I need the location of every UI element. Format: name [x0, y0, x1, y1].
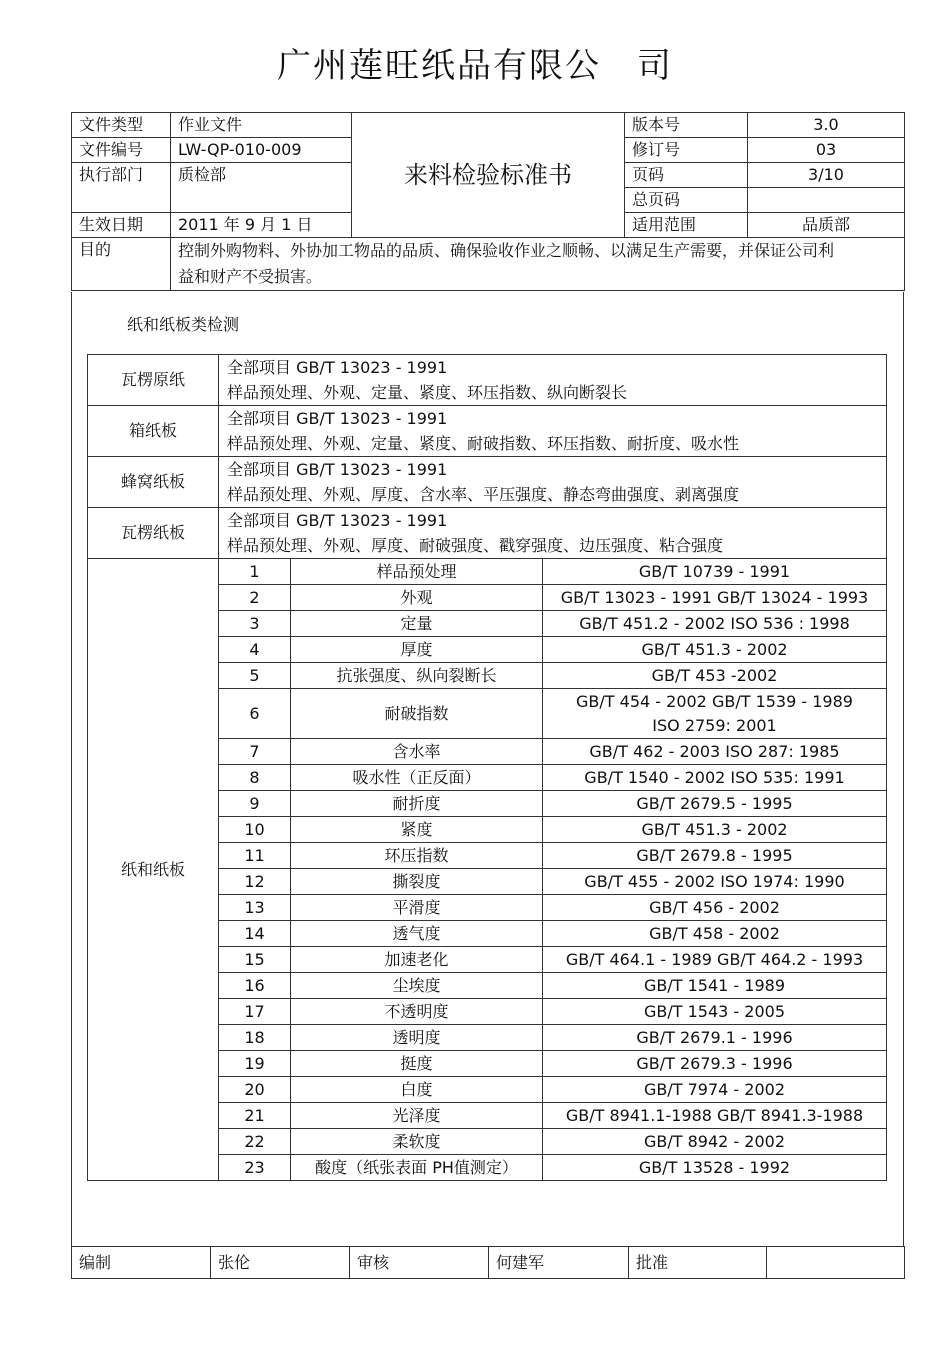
- item-number: 3: [219, 611, 291, 637]
- item-number: 23: [219, 1155, 291, 1181]
- item-name: 撕裂度: [291, 869, 543, 895]
- item-name: 耐破指数: [291, 689, 543, 739]
- item-standard-line: GB/T 454 - 2002 GB/T 1539 - 1989: [576, 691, 853, 711]
- doc-no-label: 文件编号: [72, 138, 171, 163]
- item-name: 抗张强度、纵向裂断长: [291, 663, 543, 689]
- item-name: 光泽度: [291, 1103, 543, 1129]
- item-standard-line: GB/T 453 -2002: [651, 666, 778, 685]
- item-standard: [543, 689, 887, 739]
- item-number: 17: [219, 999, 291, 1025]
- item-name: 白度: [291, 1077, 543, 1103]
- item-standard: [543, 1103, 887, 1129]
- category-test-items: 样品预处理、外观、厚度、含水率、平压强度、静态弯曲强度、剥离强度: [227, 485, 740, 504]
- item-name: 挺度: [291, 1051, 543, 1077]
- item-standard-line: GB/T 8942 - 2002: [643, 1132, 785, 1151]
- total-pages-value: [748, 188, 905, 213]
- item-name: 尘埃度: [291, 973, 543, 999]
- item-standard: [543, 1025, 887, 1051]
- item-standard: [543, 611, 887, 637]
- category-row: [88, 508, 887, 559]
- item-standard: [543, 973, 887, 999]
- dept-label: 执行部门: [72, 163, 171, 213]
- item-standard: [543, 1155, 887, 1181]
- item-standard: [543, 1077, 887, 1103]
- item-name: 样品预处理: [291, 559, 543, 585]
- item-number: 15: [219, 947, 291, 973]
- item-standard: [543, 947, 887, 973]
- prepared-by-label: 编制: [72, 1247, 211, 1279]
- scope-label: 适用范围: [625, 213, 748, 238]
- document-header-table: [71, 112, 905, 291]
- item-number: 4: [219, 637, 291, 663]
- item-number: 8: [219, 765, 291, 791]
- item-number: 19: [219, 1051, 291, 1077]
- item-name: 加速老化: [291, 947, 543, 973]
- approval-table: [71, 1246, 905, 1279]
- item-name: 含水率: [291, 739, 543, 765]
- item-standard-line: GB/T 8941.1-1988 GB/T 8941.3-1988: [565, 1106, 864, 1125]
- page-label: 页码: [625, 163, 748, 188]
- effective-date-value: 2011 年 9 月 1 日: [171, 213, 352, 238]
- item-standard-line: GB/T 451.2 - 2002 ISO 536 : 1998: [579, 614, 850, 633]
- item-standard: [543, 637, 887, 663]
- item-number: 9: [219, 791, 291, 817]
- item-number: 12: [219, 869, 291, 895]
- category-test-items: 样品预处理、外观、定量、紧度、耐破指数、环压指数、耐折度、吸水性: [227, 434, 740, 453]
- item-standard-line: GB/T 13528 - 1992: [638, 1158, 791, 1177]
- category-standard: [219, 508, 887, 559]
- inspection-standards-table: [87, 354, 887, 1181]
- effective-date-label: 生效日期: [72, 213, 171, 238]
- category-name: 箱纸板: [88, 406, 219, 457]
- item-standard: [543, 791, 887, 817]
- item-name: 不透明度: [291, 999, 543, 1025]
- item-standard: [543, 1051, 887, 1077]
- category-name: 瓦楞纸板: [88, 508, 219, 559]
- item-name: 透明度: [291, 1025, 543, 1051]
- revision-value: 03: [748, 138, 905, 163]
- item-name: 厚度: [291, 637, 543, 663]
- version-label: 版本号: [625, 113, 748, 138]
- item-standard-line: GB/T 458 - 2002: [649, 924, 780, 943]
- item-name: 紧度: [291, 817, 543, 843]
- item-standard-line: GB/T 2679.1 - 1996: [636, 1028, 793, 1047]
- item-number: 10: [219, 817, 291, 843]
- item-number: 5: [219, 663, 291, 689]
- page-value: 3/10: [748, 163, 905, 188]
- item-number: 2: [219, 585, 291, 611]
- revision-label: 修订号: [625, 138, 748, 163]
- prepared-by-value: 张伦: [211, 1247, 350, 1279]
- item-number: 18: [219, 1025, 291, 1051]
- total-pages-label: 总页码: [625, 188, 748, 213]
- item-standard-line: ISO 2759: 2001: [652, 715, 777, 735]
- approved-by-value: [767, 1247, 905, 1279]
- section-title: 纸和纸板类检测: [127, 315, 240, 334]
- item-standard: [543, 921, 887, 947]
- item-number: 11: [219, 843, 291, 869]
- item-standard-line: GB/T 1540 - 2002 ISO 535: 1991: [584, 768, 845, 787]
- item-standard: [543, 869, 887, 895]
- item-number: 14: [219, 921, 291, 947]
- scope-value: 品质部: [748, 213, 905, 238]
- category-standard: [219, 406, 887, 457]
- item-standard-line: GB/T 10739 - 1991: [638, 562, 791, 581]
- category-row: [88, 406, 887, 457]
- item-standard: [543, 739, 887, 765]
- category-test-items: 样品预处理、外观、定量、紧度、环压指数、纵向断裂长: [227, 383, 628, 402]
- item-name: 酸度（纸张表面 PH值测定）: [291, 1155, 543, 1181]
- category-row: [88, 457, 887, 508]
- doc-type-value: 作业文件: [171, 113, 352, 138]
- item-standard-line: GB/T 13023 - 1991 GB/T 13024 - 1993: [560, 588, 869, 607]
- item-name: 环压指数: [291, 843, 543, 869]
- item-standard: [543, 585, 887, 611]
- category-standard-line: 全部项目 GB/T 13023 - 1991: [227, 358, 448, 377]
- category-row: [88, 355, 887, 406]
- test-item-row: [88, 559, 887, 585]
- reviewed-by-value: 何建军: [489, 1247, 629, 1279]
- company-title: 广州莲旺纸品有限公 司: [277, 46, 673, 86]
- item-name: 平滑度: [291, 895, 543, 921]
- doc-no-value: LW-QP-010-009: [171, 138, 352, 163]
- purpose-text: 控制外购物料、外协加工物品的品质、确保验收作业之顺畅、以满足生产需要，并保证公司利益和财产不受损害。: [171, 238, 905, 291]
- dept-value: 质检部: [171, 163, 352, 213]
- category-standard: [219, 457, 887, 508]
- item-standard-line: GB/T 1543 - 2005: [643, 1002, 785, 1021]
- item-standard-line: GB/T 464.1 - 1989 GB/T 464.2 - 1993: [565, 950, 864, 969]
- item-standard-line: GB/T 456 - 2002: [649, 898, 780, 917]
- item-standard-line: GB/T 455 - 2002 ISO 1974: 1990: [584, 872, 845, 891]
- item-standard-line: GB/T 2679.5 - 1995: [636, 794, 793, 813]
- item-name: 柔软度: [291, 1129, 543, 1155]
- item-number: 7: [219, 739, 291, 765]
- category-standard-line: 全部项目 GB/T 13023 - 1991: [227, 409, 448, 428]
- item-standard: [543, 999, 887, 1025]
- reviewed-by-label: 审核: [350, 1247, 489, 1279]
- item-standard-line: GB/T 7974 - 2002: [643, 1080, 785, 1099]
- item-standard: [543, 817, 887, 843]
- item-standard: [543, 1129, 887, 1155]
- item-standard: [543, 843, 887, 869]
- item-standard: [543, 895, 887, 921]
- item-standard-line: GB/T 451.3 - 2002: [641, 640, 788, 659]
- item-number: 20: [219, 1077, 291, 1103]
- document-name: 来料检验标准书: [352, 113, 625, 238]
- category-name: 蜂窝纸板: [88, 457, 219, 508]
- category-standard-line: 全部项目 GB/T 13023 - 1991: [227, 460, 448, 479]
- item-number: 1: [219, 559, 291, 585]
- version-value: 3.0: [748, 113, 905, 138]
- item-number: 22: [219, 1129, 291, 1155]
- item-standard: [543, 765, 887, 791]
- purpose-label: 目的: [72, 238, 171, 291]
- item-number: 16: [219, 973, 291, 999]
- category-standard: [219, 355, 887, 406]
- paper-group-label: 纸和纸板: [88, 559, 219, 1181]
- item-name: 定量: [291, 611, 543, 637]
- item-name: 外观: [291, 585, 543, 611]
- approved-by-label: 批准: [629, 1247, 767, 1279]
- category-standard-line: 全部项目 GB/T 13023 - 1991: [227, 511, 448, 530]
- item-standard-line: GB/T 462 - 2003 ISO 287: 1985: [589, 742, 840, 761]
- item-number: 6: [219, 689, 291, 739]
- category-test-items: 样品预处理、外观、厚度、耐破强度、戳穿强度、边压强度、粘合强度: [227, 536, 724, 555]
- item-number: 13: [219, 895, 291, 921]
- item-standard-line: GB/T 2679.8 - 1995: [636, 846, 793, 865]
- item-standard: [543, 663, 887, 689]
- item-standard: [543, 559, 887, 585]
- item-standard-line: GB/T 451.3 - 2002: [641, 820, 788, 839]
- item-name: 耐折度: [291, 791, 543, 817]
- item-name: 透气度: [291, 921, 543, 947]
- item-standard-line: GB/T 1541 - 1989: [643, 976, 785, 995]
- item-number: 21: [219, 1103, 291, 1129]
- doc-type-label: 文件类型: [72, 113, 171, 138]
- item-standard-line: GB/T 2679.3 - 1996: [636, 1054, 793, 1073]
- item-name: 吸水性（正反面）: [291, 765, 543, 791]
- category-name: 瓦楞原纸: [88, 355, 219, 406]
